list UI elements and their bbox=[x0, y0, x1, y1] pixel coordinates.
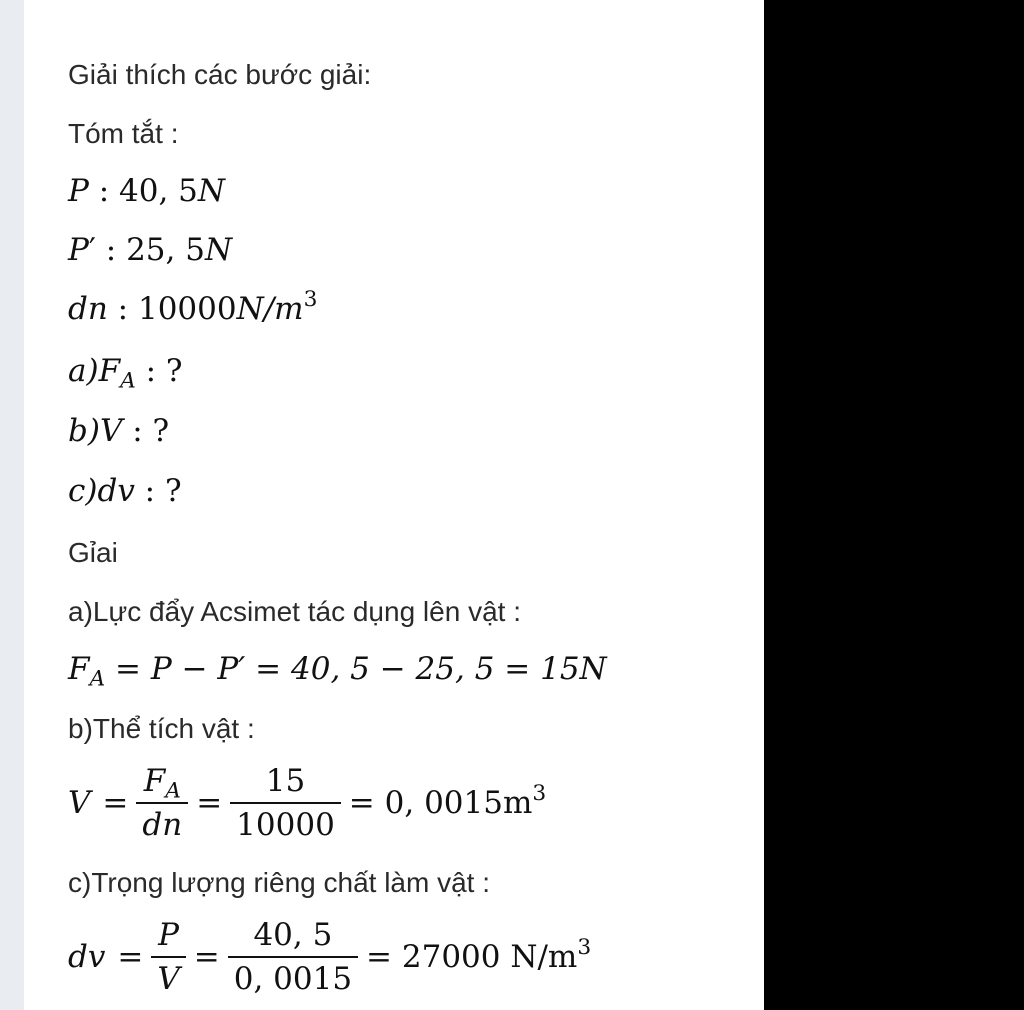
part-c-frac2-num: 40, 5 bbox=[253, 917, 333, 953]
part-a-rhs: P − P′ = 40, 5 − 25, 5 = 15N bbox=[150, 651, 607, 687]
question-b-var: V bbox=[99, 413, 123, 449]
given-p: P : 40, 5N bbox=[68, 173, 226, 209]
question-a-prefix: a) bbox=[68, 353, 99, 389]
part-b-frac2-num: 15 bbox=[265, 763, 306, 799]
part-c-result-exp: 3 bbox=[577, 934, 592, 960]
question-b-unknown: ? bbox=[152, 413, 170, 449]
part-b-label: b)Thể tích vật : bbox=[68, 713, 255, 744]
part-b-frac1-num: F bbox=[143, 763, 166, 799]
part-a-equation: $F_A = P - P' = 40$, 5 − 25, 5 = 15N bbox=[68, 651, 607, 692]
given-dn: dn : $10000N/m^3$ bbox=[68, 286, 318, 327]
part-b-equation: V = $\frac{F_A}{dn}$ = $\frac{15}{10000}$ = 0, $0015m^3$ bbox=[68, 760, 546, 846]
part-b-fraction-1 bbox=[136, 760, 188, 846]
part-b-frac1-num-sub: A bbox=[165, 778, 181, 804]
part-c-lhs: dv bbox=[68, 939, 106, 975]
part-c-frac1-den: V bbox=[157, 961, 180, 997]
given-p-prime-value: 25, 5 bbox=[126, 232, 205, 268]
black-panel bbox=[764, 0, 1024, 1010]
question-c-var: dv bbox=[97, 473, 135, 509]
question-a-unknown: ? bbox=[165, 353, 183, 389]
question-a-sub: A bbox=[120, 368, 136, 394]
given-dn-exp: 3 bbox=[303, 286, 318, 312]
part-c-fraction-2 bbox=[228, 914, 358, 1000]
given-dn-value: 10000 bbox=[137, 291, 237, 327]
question-c-prefix: c) bbox=[68, 473, 98, 509]
left-gutter bbox=[0, 0, 24, 1010]
question-c-unknown: ? bbox=[164, 473, 182, 509]
part-c-frac2-den: 0, 0015 bbox=[233, 961, 353, 997]
part-b-frac2-den: 10000 bbox=[236, 807, 335, 843]
solution-label: Gỉai bbox=[68, 537, 118, 568]
question-b: b)V : ? bbox=[68, 413, 170, 449]
given-p-value: 40, 5 bbox=[119, 173, 198, 209]
part-a-label: a)Lực đẩy Acsimet tác dụng lên vật : bbox=[68, 596, 521, 627]
part-b-fraction-2 bbox=[230, 760, 341, 846]
question-a: $a)F_A$ : ? bbox=[68, 353, 183, 394]
question-b-prefix: b) bbox=[68, 413, 100, 449]
given-p-unit: N bbox=[197, 173, 226, 209]
question-a-var: F bbox=[98, 353, 121, 389]
question-c: c)dv : ? bbox=[68, 473, 182, 509]
summary-label: Tóm tắt : bbox=[68, 118, 179, 149]
part-c-result: 27000 N/m bbox=[401, 939, 578, 975]
part-b-result: 0, 0015m bbox=[384, 785, 533, 821]
part-b-result-exp: 3 bbox=[532, 780, 547, 806]
given-dn-unit: N/m bbox=[236, 291, 304, 327]
part-b-frac1-den: dn bbox=[142, 807, 183, 843]
part-c-label: c)Trọng lượng riêng chất làm vật : bbox=[68, 867, 491, 898]
part-c-equation: dv = $\frac{P}{V}$ = $\frac{40, 5}{0, 0015}$ = 27000 $N/m^3$ bbox=[68, 914, 591, 1000]
given-p-prime: P′ : 25, 5N bbox=[68, 232, 233, 268]
part-c-frac1-num: P bbox=[158, 917, 179, 953]
explanation-heading: Giải thích các bước giải: bbox=[68, 59, 372, 90]
part-c-fraction-1 bbox=[151, 914, 185, 1000]
given-p-prime-unit: N bbox=[204, 232, 233, 268]
